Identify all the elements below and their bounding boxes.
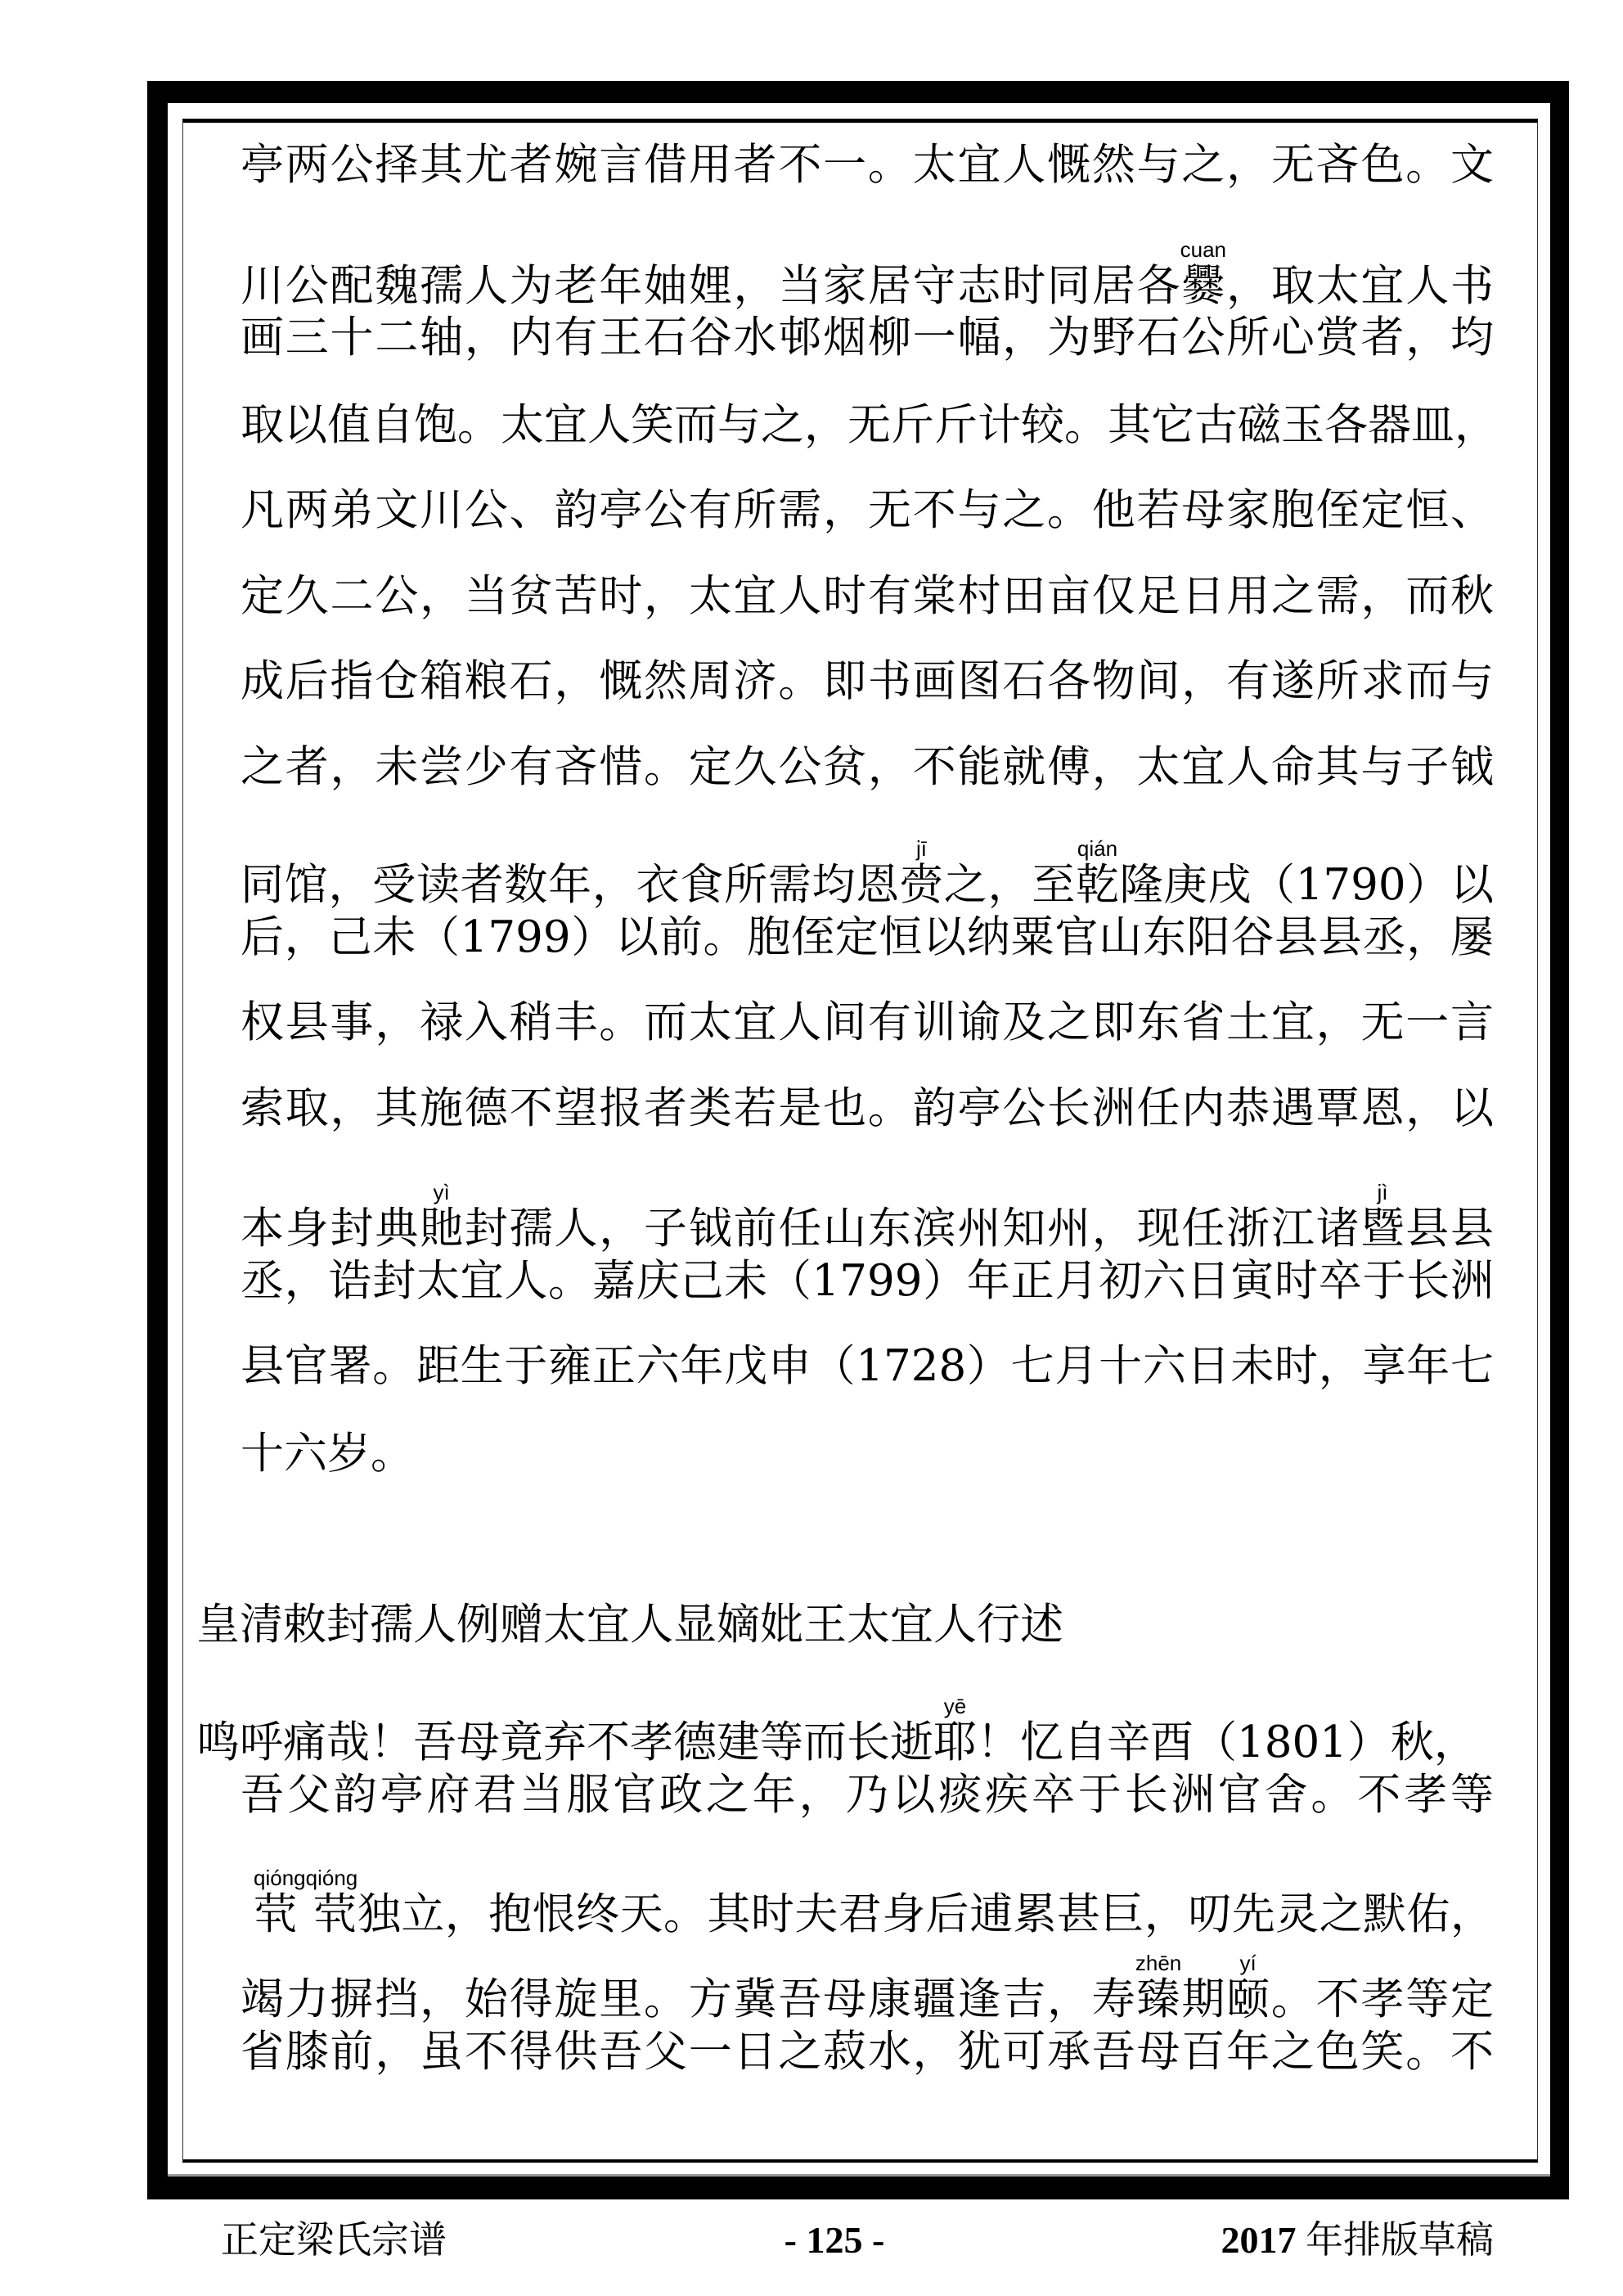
text-line: [241, 312, 1494, 364]
text-run: 索取，其施德不望报者类若是也。韵亭公长洲任内恭遇覃恩，以: [241, 1083, 1494, 1133]
pinyin-annotation: jì: [1360, 1180, 1405, 1204]
text-line: [241, 1340, 1494, 1393]
section-heading: 皇清敕封孺人例赠太宜人显嫡妣王太宜人行述: [196, 1600, 1063, 1650]
annotated-character: [420, 1180, 465, 1254]
footer-year: 2017: [1221, 2219, 1297, 2261]
text-line: [241, 836, 1495, 910]
text-run: 。不孝等定: [1270, 1974, 1494, 2024]
text-run: 亭两公择其尤者婉言借用者不一。太宜人慨然与之，无吝色。文: [241, 140, 1494, 190]
footer-draft-note: [1221, 2217, 1495, 2263]
text-run: 鸣呼痛哉！吾母竟弃不孝德建等而长逝: [196, 1717, 933, 1767]
text-line: [241, 1255, 1494, 1308]
text-run: 取以值自饱。太宜人笑而与之，无斤斤计较。其它古磁玉各器皿，: [241, 400, 1498, 450]
text-run: 县官署。距生于雍正六年戊申（1728）七月十六日未时，享年七: [241, 1341, 1494, 1391]
ruby-base: 耶: [933, 1717, 977, 1767]
text-line: [241, 139, 1494, 191]
text-run: 十六岁。: [241, 1429, 414, 1479]
text-line: [241, 741, 1494, 794]
text-run: 川公配魏孺人为老年妯娌，当家居守志时同居各: [241, 261, 1182, 311]
text-run: 成后指仓箱粮石，慨然周济。即书画图石各物间，有遂所求而与: [241, 656, 1494, 706]
text-line: [196, 1694, 1477, 1767]
text-run: ，取太宜人书: [1225, 261, 1494, 311]
pinyin-annotation: yì: [420, 1180, 464, 1204]
text-run: 省膝前，虽不得供吾父一日之菽水，犹可承吾母百年之色笑。不: [241, 2027, 1494, 2077]
text-run: 本身封典: [241, 1204, 420, 1254]
annotated-character: [900, 836, 944, 910]
ruby-base: 暨: [1360, 1204, 1406, 1254]
ruby-base: 臻: [1135, 1974, 1182, 2024]
annotated-character: [1076, 836, 1120, 910]
text-run: 独立，抱恨终天。其时夫君身后逋累甚巨，叨先灵之默佑，: [357, 1889, 1494, 1939]
text-run: 吾父韵亭府君当服官政之年，乃以痰疾卒于长洲官舍。不孝等: [241, 1770, 1494, 1820]
text-line: [241, 1769, 1494, 1821]
text-line: [241, 399, 1498, 452]
text-run: ！忆自辛酉（1801）秋，: [977, 1717, 1477, 1767]
footer-book-title: 正定梁氏宗谱: [221, 2219, 447, 2261]
ruby-base: 乾: [1076, 860, 1120, 910]
ruby-base: 颐: [1226, 1974, 1271, 2024]
annotated-character: [933, 1694, 977, 1767]
pinyin-annotation: cuan: [1180, 237, 1227, 262]
ruby-base: 茕 茕: [254, 1889, 358, 1939]
annotated-character: [254, 1866, 358, 1939]
ruby-base: 爨: [1180, 261, 1227, 311]
text-line: [241, 1083, 1494, 1135]
text-run: 期: [1180, 1974, 1227, 2024]
footer-draft-label: 年排版草稿: [1306, 2219, 1494, 2261]
text-line: [241, 912, 1494, 964]
annotated-character: [1360, 1180, 1406, 1254]
ruby-base: 貤: [420, 1204, 465, 1254]
text-line: [241, 570, 1494, 623]
pinyin-annotation: zhēn: [1135, 1951, 1182, 1975]
text-line: [241, 1951, 1494, 2024]
text-line: [241, 1428, 414, 1480]
text-run: 之者，未尝少有吝惜。定久公贫，不能就傅，太宜人命其与子钺: [241, 742, 1494, 792]
text-line: [254, 1866, 1494, 1939]
text-line: [241, 237, 1494, 311]
text-run: 之，至: [943, 860, 1076, 910]
text-run: 丞，诰封太宜人。嘉庆己未（1799）年正月初六日寅时卒于长洲: [241, 1256, 1494, 1306]
pinyin-annotation: jī: [900, 836, 944, 861]
pinyin-annotation: qián: [1076, 836, 1119, 861]
text-line: [241, 655, 1494, 708]
text-line: [241, 1180, 1495, 1254]
text-run: 凡两弟文川公、韵亭公有所需，无不与之。他若母家胞侄定恒、: [241, 485, 1494, 535]
pinyin-annotation: qióngqióng: [254, 1866, 358, 1890]
pinyin-annotation: yē: [933, 1694, 977, 1718]
pinyin-annotation: yí: [1226, 1951, 1270, 1975]
text-run: 后，己未（1799）以前。胞侄定恒以纳粟官山东阳谷县县丞，屡: [241, 912, 1494, 962]
annotated-character: [1180, 237, 1227, 311]
footer-page-number: - 125 -: [784, 2219, 885, 2261]
text-run: 县县: [1405, 1204, 1495, 1254]
text-run: 隆庚戌（1790）以: [1119, 860, 1495, 910]
annotated-character: [1226, 1951, 1271, 2024]
text-run: 画三十二轴，内有王石谷水邨烟柳一幅，为野石公所心赏者，均: [241, 313, 1494, 362]
text-run: 权县事，禄入稍丰。而太宜人间有训谕及之即东省土宜，无一言: [241, 997, 1494, 1047]
text-run: 封孺人，子钺前任山东滨州知州，现任浙江诸: [464, 1204, 1361, 1254]
annotated-character: [1135, 1951, 1182, 2024]
text-line: [241, 2026, 1494, 2078]
text-line: [241, 484, 1494, 537]
text-line: [241, 997, 1494, 1049]
text-run: 竭力摒挡，始得旋里。方冀吾母康疆逢吉，寿: [241, 1974, 1137, 2024]
text-run: 定久二公，当贫苦时，太宜人时有棠村田亩仅足日用之需，而秋: [241, 571, 1494, 621]
text-run: 同馆，受读者数年，衣食所需均恩: [241, 860, 901, 910]
ruby-base: 赍: [900, 860, 944, 910]
